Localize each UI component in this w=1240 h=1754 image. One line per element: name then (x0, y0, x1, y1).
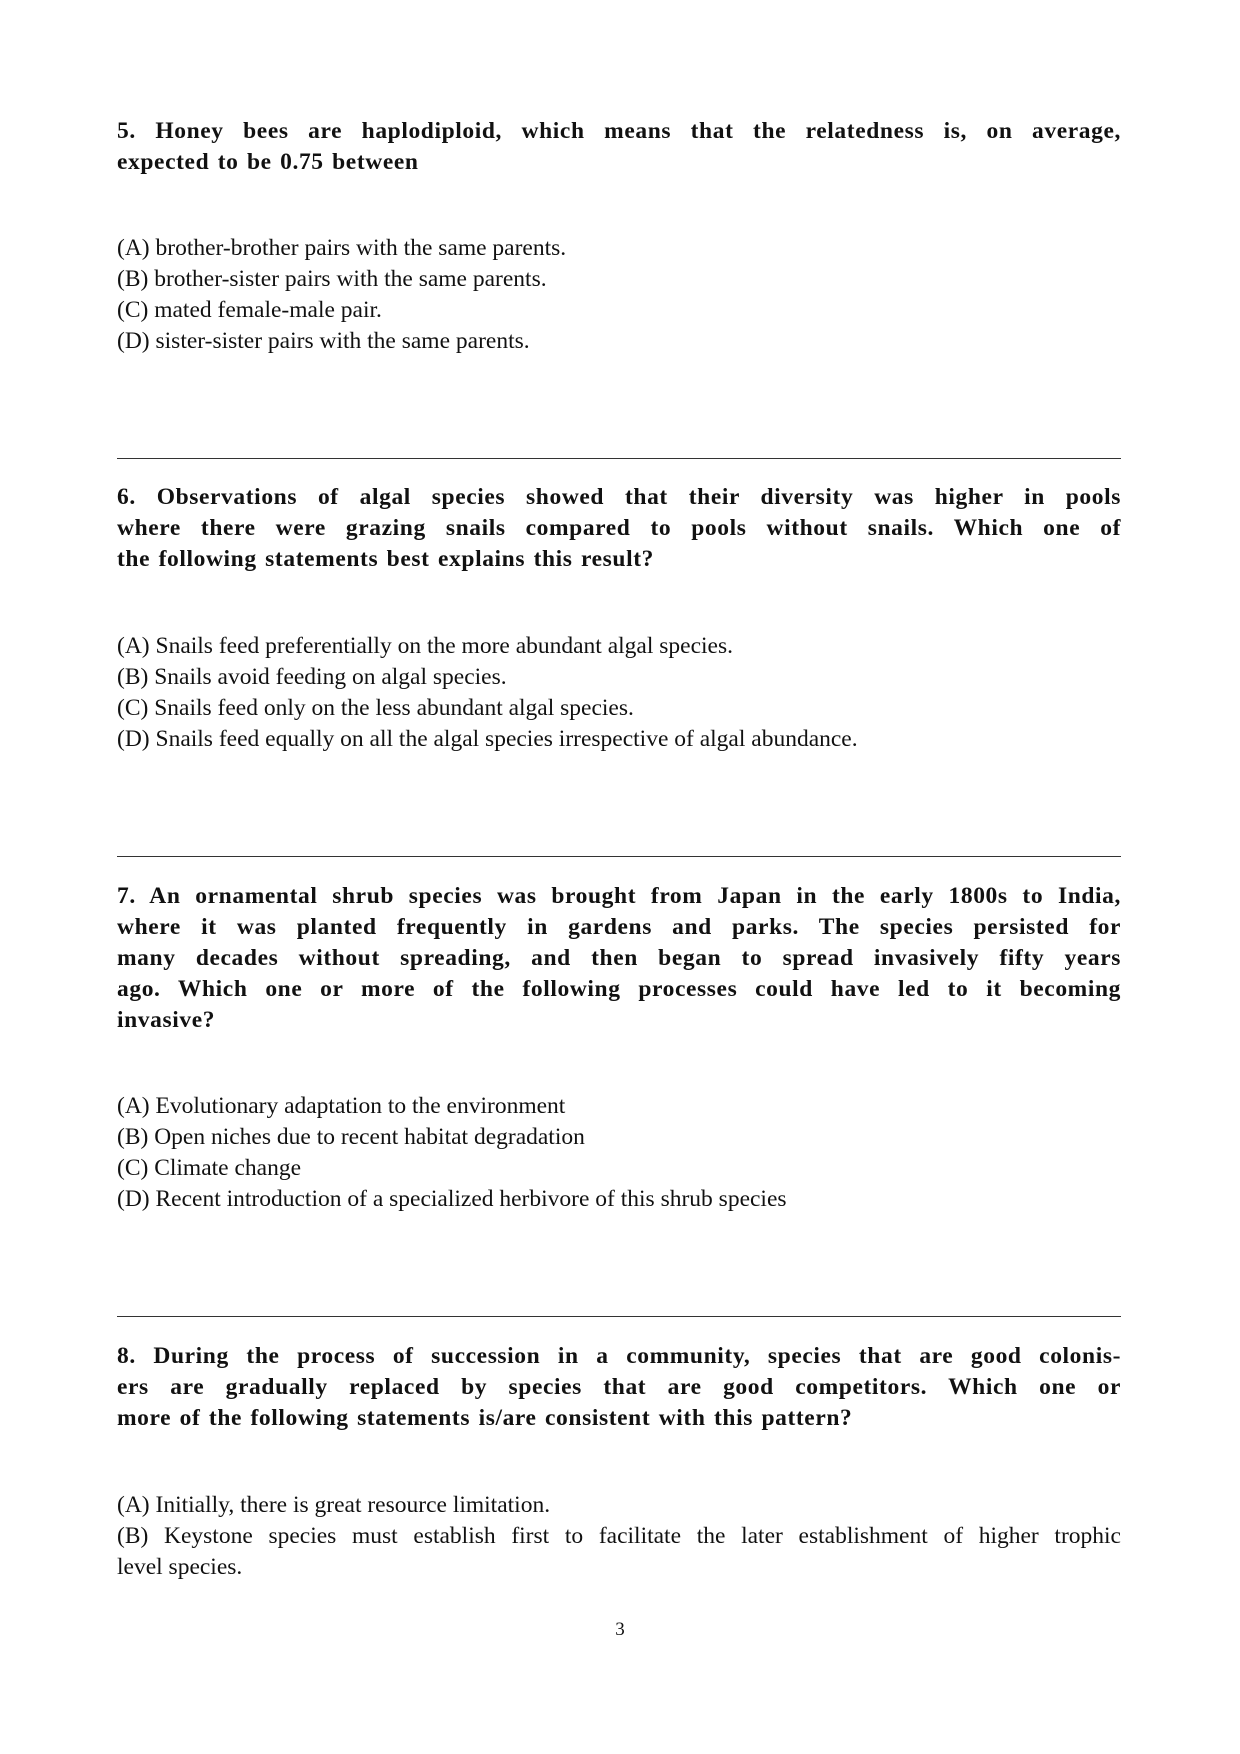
stem-line: many decades without spreading, and then began to spread invasively fifty years (117, 945, 1121, 971)
question-7-options (117, 1091, 1121, 1215)
option-d: (D) sister-sister pairs with the same parents. (117, 328, 530, 354)
option-c: (C) mated female-male pair. (117, 297, 382, 323)
divider (117, 856, 1121, 857)
option-d: (D) Snails feed equally on all the algal species irrespective of algal abundance. (117, 726, 858, 752)
question-8-options (117, 1490, 1121, 1583)
option-a: (A) brother-brother pairs with the same parents. (117, 235, 567, 261)
option-a: (A) Snails feed preferentially on the more abundant algal species. (117, 633, 733, 659)
stem-line: invasive? (117, 1007, 216, 1033)
stem-line: the following statements best explains this result? (117, 546, 654, 572)
stem-line: 5. Honey bees are haplodiploid, which means that the relatedness is, on average, (117, 118, 1121, 144)
stem-line: where it was planted frequently in gardens and parks. The species persisted for (117, 914, 1121, 940)
question-7-stem (117, 881, 1121, 1036)
stem-line: ago. Which one or more of the following processes could have led to it becoming (117, 976, 1121, 1002)
stem-line: 6. Observations of algal species showed that their diversity was higher in pools (117, 484, 1121, 510)
page-number: 3 (615, 1619, 625, 1640)
stem-line: where there were grazing snails compared to pools without snails. Which one of (117, 515, 1121, 541)
option-b: (B) brother-sister pairs with the same parents. (117, 266, 547, 292)
option-b: (B) Open niches due to recent habitat degradation (117, 1124, 585, 1150)
question-6-options (117, 631, 1121, 755)
stem-line: more of the following statements is/are consistent with this pattern? (117, 1405, 853, 1431)
option-b: (B) Snails avoid feeding on algal species. (117, 664, 507, 690)
divider (117, 458, 1121, 459)
option-b: (B) Keystone species must establish first to facilitate the later establishment of higher trophic (117, 1523, 1121, 1549)
divider (117, 1316, 1121, 1317)
stem-line: ers are gradually replaced by species that are good competitors. Which one or (117, 1374, 1121, 1400)
stem-line: 7. An ornamental shrub species was brought from Japan in the early 1800s to India, (117, 883, 1121, 909)
option-b-continued: level species. (117, 1554, 243, 1580)
stem-line: 8. During the process of succession in a community, species that are good colonis- (117, 1343, 1121, 1369)
question-8-stem (117, 1341, 1121, 1434)
option-d: (D) Recent introduction of a specialized herbivore of this shrub species (117, 1186, 787, 1212)
option-a: (A) Evolutionary adaptation to the environment (117, 1093, 566, 1119)
option-c: (C) Snails feed only on the less abundant algal species. (117, 695, 634, 721)
question-6-stem (117, 482, 1121, 575)
stem-line: expected to be 0.75 between (117, 149, 419, 175)
option-a: (A) Initially, there is great resource limitation. (117, 1492, 551, 1518)
question-5-options (117, 233, 1121, 357)
question-5-stem (117, 116, 1121, 178)
option-c: (C) Climate change (117, 1155, 302, 1181)
